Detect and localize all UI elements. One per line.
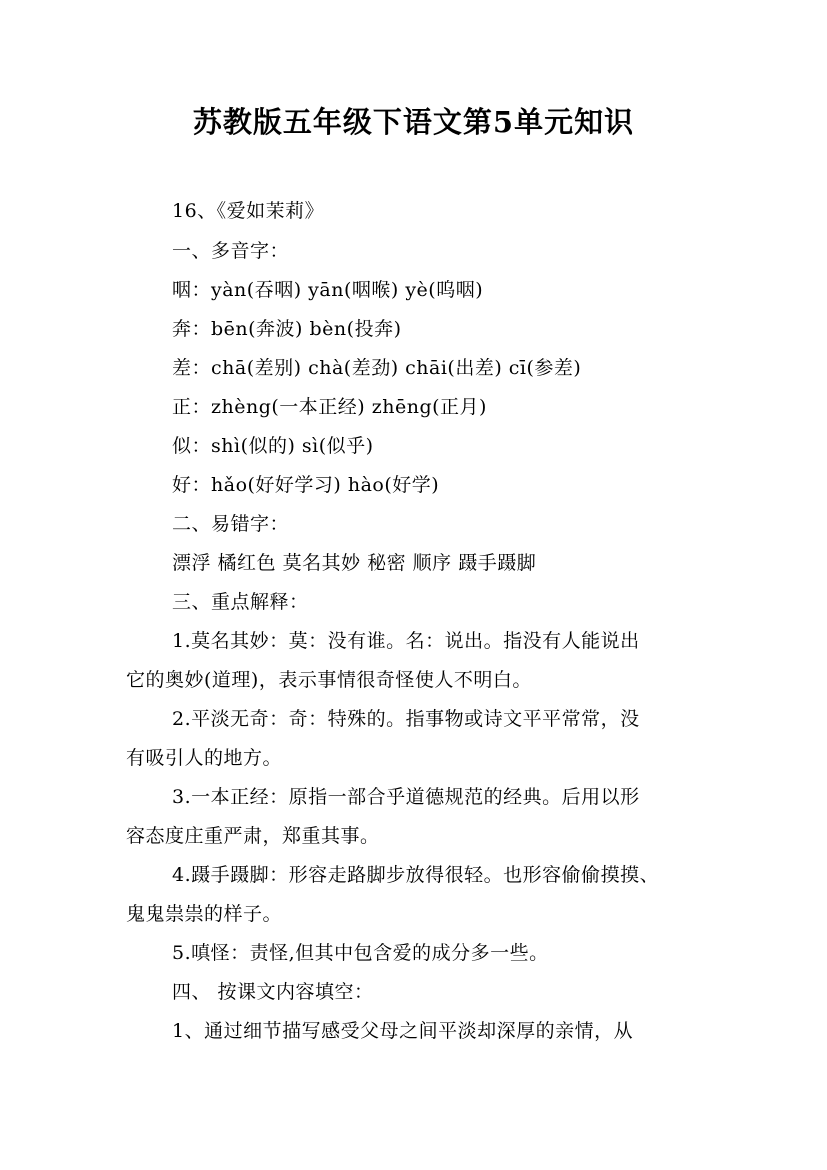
polyphonic-entry: 差：chā(差别) chà(差劲) chāi(出差) cī(参差) <box>172 357 582 379</box>
section-heading-explanations: 三、重点解释： <box>172 591 309 613</box>
document-title: 苏教版五年级下语文第5单元知识 <box>192 105 635 139</box>
polyphonic-entry: 奔：bēn(奔波) bèn(投奔) <box>172 318 402 340</box>
explanation-line: 有吸引人的地方。 <box>126 747 283 769</box>
explanation-line: 5.嗔怪：责怪,但其中包含爱的成分多一些。 <box>172 942 549 964</box>
section-heading-polyphonic: 一、多音字： <box>172 240 290 262</box>
polyphonic-entry: 好：hǎo(好好学习) hào(好学) <box>172 474 440 496</box>
explanation-line: 2.平淡无奇：奇：特殊的。指事物或诗文平平常常，没 <box>172 708 640 730</box>
explanation-line: 3.一本正经：原指一部合乎道德规范的经典。后用以形 <box>172 786 640 808</box>
lesson-heading: 16、《爱如茉莉》 <box>172 200 325 222</box>
explanation-line: 容态度庄重严肃，郑重其事。 <box>126 825 380 847</box>
explanation-line: 鬼鬼祟祟的样子。 <box>126 903 283 925</box>
polyphonic-entry: 似：shì(似的) sì(似乎) <box>172 435 374 457</box>
explanation-line: 1.莫名其妙：莫：没有谁。名：说出。指没有人能说出 <box>172 630 640 652</box>
polyphonic-entry: 正：zhèng(一本正经) zhēng(正月) <box>172 396 487 418</box>
error-prone-words: 漂浮 橘红色 莫名其妙 秘密 顺序 蹑手蹑脚 <box>172 552 537 574</box>
polyphonic-entry: 咽：yàn(吞咽) yān(咽喉) yè(呜咽) <box>172 279 484 301</box>
explanation-line: 4.蹑手蹑脚：形容走路脚步放得很轻。也形容偷偷摸摸、 <box>172 864 660 886</box>
section-heading-error-prone: 二、易错字： <box>172 513 290 535</box>
section-heading-fill-in: 四、 按课文内容填空： <box>172 981 374 1003</box>
fill-in-line: 1、通过细节描写感受父母之间平淡却深厚的亲情，从 <box>172 1020 634 1042</box>
explanation-line: 它的奥妙(道理)，表示事情很奇怪使人不明白。 <box>126 669 532 691</box>
